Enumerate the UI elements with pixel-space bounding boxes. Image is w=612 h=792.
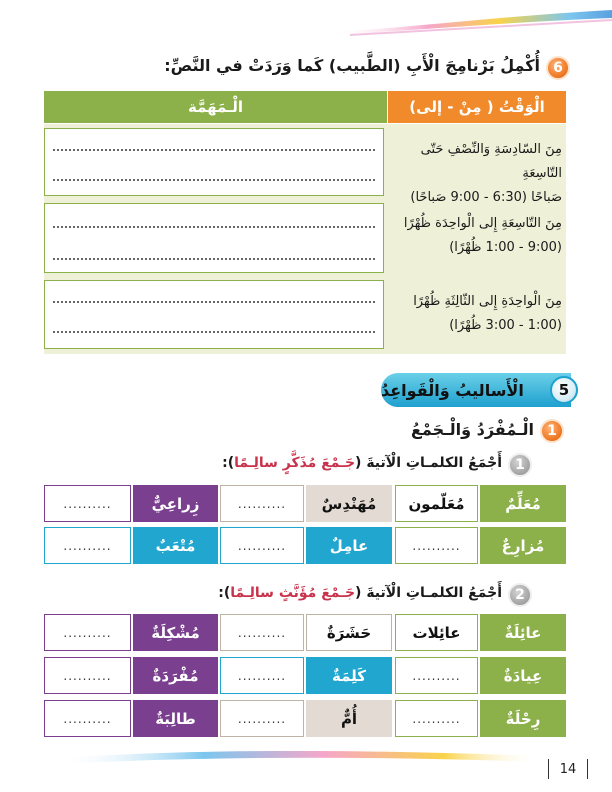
- ex1-answer-cell: مُعَلّمون: [395, 485, 478, 522]
- schedule-time-row-2: مِنَ التّاسِعَةِ إِلى الْواحِدَة ظُهْرًا (9:00 - 1:00 ظُهْرًا): [403, 216, 562, 256]
- exercise-2-instruction: أَجْمَعُ الكلمـاتِ الْآتيةَ (جَـمْعَ مُؤَنَّثٍ سالِـمًا):: [218, 585, 502, 601]
- ex2-word-cell: مُفْرَدَةٌ: [133, 657, 218, 694]
- page-number: 14: [548, 759, 588, 779]
- decorative-swoosh-top: [330, 8, 612, 38]
- ex1-word-cell: مُعَلِّمٌ: [480, 485, 566, 522]
- decorative-swoosh-bottom: [60, 740, 540, 770]
- ex2-word-cell: طالِبَةٌ: [133, 700, 218, 737]
- ex1-word-cell: عامِلٌ: [306, 527, 392, 564]
- ex2-word-cell: عائِلَةٌ: [480, 614, 566, 651]
- ex2-answer-field[interactable]: ..........: [220, 700, 304, 737]
- ex2-word-cell: أُمٌّ: [306, 700, 392, 737]
- ex2-answer-field[interactable]: ..........: [44, 657, 131, 694]
- ex2-answer-field[interactable]: ..........: [220, 657, 304, 694]
- schedule-task-box-1[interactable]: [44, 128, 384, 196]
- section-5-banner: الْأَساليبُ وَالْقَواعِدُ: [381, 373, 571, 407]
- ex1-word-cell: مُزارِعٌ: [480, 527, 566, 564]
- ex1-answer-field[interactable]: ..........: [395, 527, 478, 564]
- ex2-word-cell: عِيادَةٌ: [480, 657, 566, 694]
- exercise-2-number-badge: 2: [508, 583, 532, 607]
- ex1-answer-field[interactable]: ..........: [44, 485, 131, 522]
- ex2-answer-field[interactable]: ..........: [44, 700, 131, 737]
- table-header-time: الْوَقْتُ ( مِنْ - إلى): [388, 91, 566, 123]
- schedule-time-row-3: مِنَ الْواحِدَةِ إِلى الثّالِثَةِ ظُهْرًا (1:00 - 3:00 ظُهْرًا): [413, 294, 562, 334]
- ex2-word-cell: مُشْكِلَةٌ: [133, 614, 218, 651]
- schedule-task-box-2[interactable]: [44, 203, 384, 273]
- ex1-answer-field[interactable]: ..........: [220, 527, 304, 564]
- ex2-word-cell: حَشَرَةٌ: [306, 614, 392, 651]
- exercise-1-instruction: أَجْمَعُ الكلمـاتِ الْآتيةَ (جَـمْعَ مُذَكَّرٍ سالِـمًا):: [222, 455, 502, 471]
- exercise-1-number-badge: 1: [508, 453, 532, 477]
- ex2-word-cell: رِحْلَةٌ: [480, 700, 566, 737]
- ex2-answer-field[interactable]: ..........: [44, 614, 131, 651]
- ex1-answer-field[interactable]: ..........: [44, 527, 131, 564]
- section-6-title: أُكْمِلُ بَرْنامِجَ الْأَبِ (الطَّبيب) كَما وَرَدَتْ في النَّصِّ:: [164, 56, 540, 75]
- schedule-task-box-3[interactable]: [44, 280, 384, 349]
- ex2-answer-field[interactable]: ..........: [395, 700, 478, 737]
- subsection-1-number-badge: 1: [540, 419, 564, 443]
- schedule-time-row-1: مِنَ السّادِسَةِ وَالنِّصْفِ حَتّى التّاسِعَةِ صَباحًا (6:30 - 9:00 صَباحًا): [410, 142, 562, 206]
- ex1-word-cell: مُهَنْدِسٌ: [306, 485, 392, 522]
- ex2-answer-field[interactable]: ..........: [395, 657, 478, 694]
- ex2-answer-cell: عائِلات: [395, 614, 478, 651]
- ex2-word-cell: كَلِمَةٌ: [306, 657, 392, 694]
- ex1-word-cell: زِراعِيٌّ: [133, 485, 218, 522]
- section-6-number-badge: 6: [546, 56, 570, 80]
- ex1-word-cell: مُتْعَبٌ: [133, 527, 218, 564]
- section-5-number-badge: 5: [550, 376, 578, 404]
- ex1-answer-field[interactable]: ..........: [220, 485, 304, 522]
- subsection-1-title: الْـمُفْرَدُ وَالْـجَمْعُ: [410, 420, 534, 439]
- table-header-task: الْـمَهَمَّة: [44, 91, 387, 123]
- ex2-answer-field[interactable]: ..........: [220, 614, 304, 651]
